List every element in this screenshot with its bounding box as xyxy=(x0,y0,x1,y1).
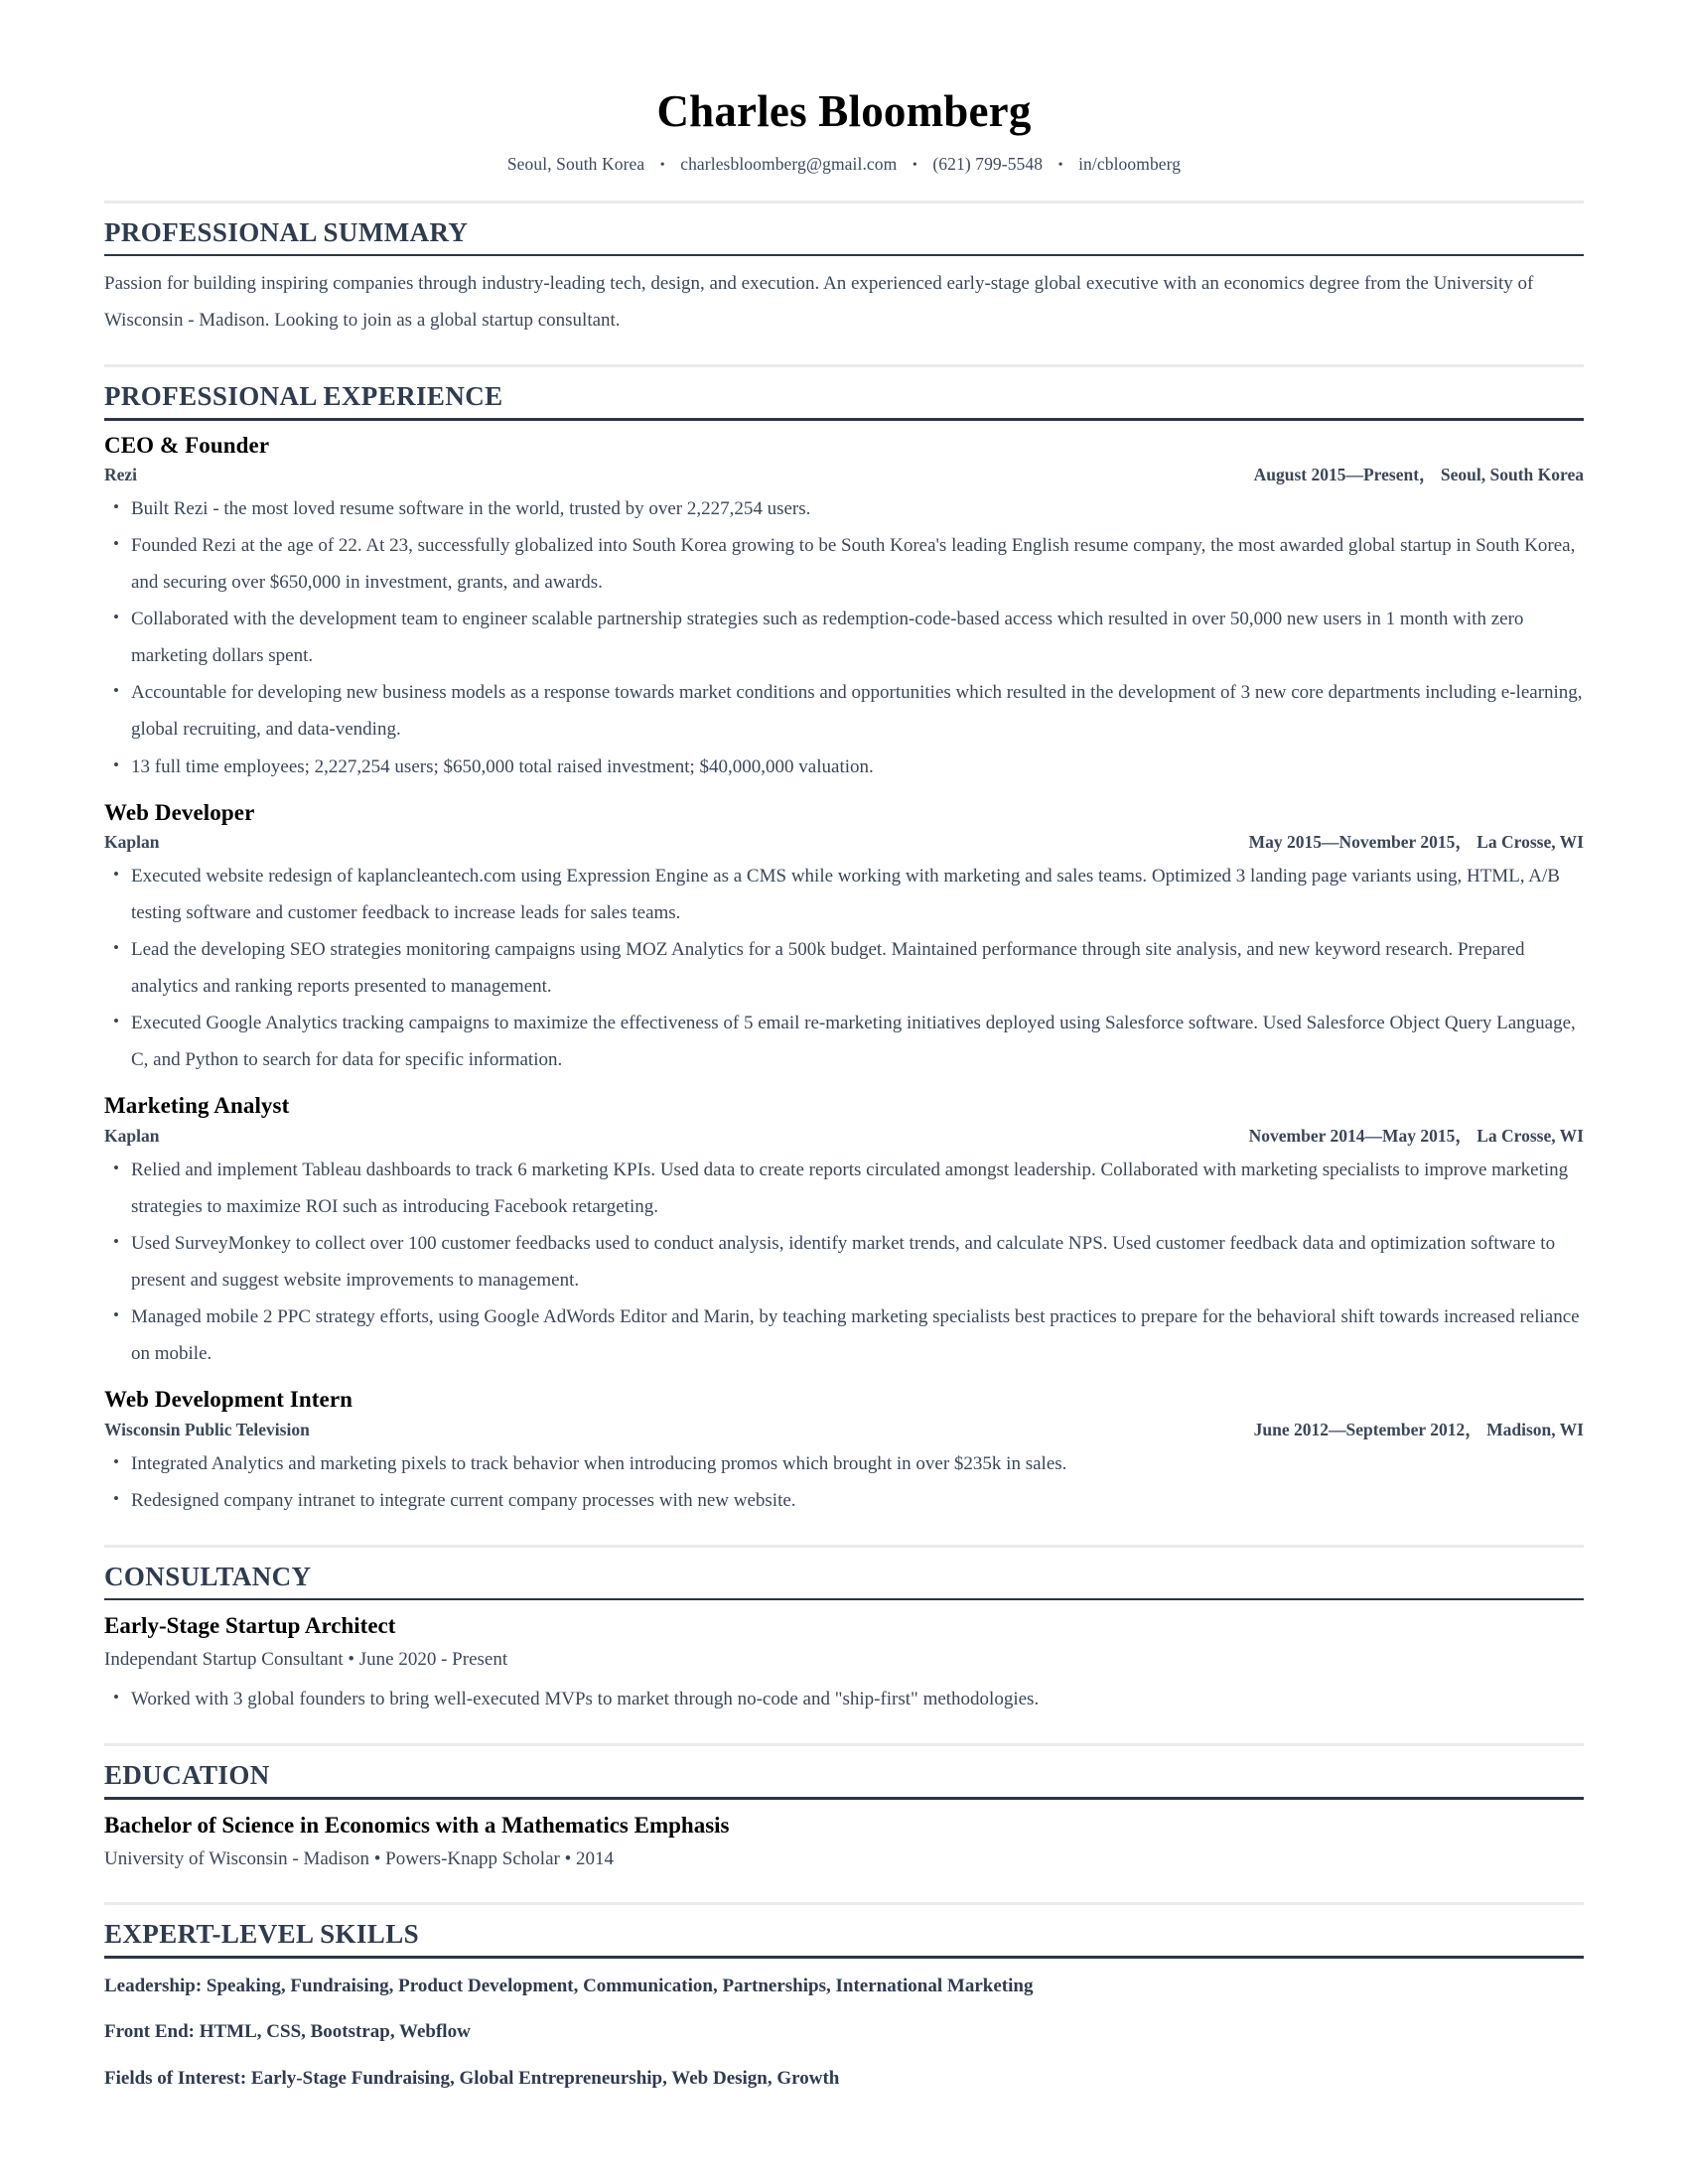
section-professional-experience xyxy=(104,364,1584,1519)
degree-title: Bachelor of Science in Economics with a Mathematics Emphasis xyxy=(104,1812,730,1838)
education-subtitle: University of Wisconsin - Madison • Powers-Knapp Scholar • 2014 xyxy=(104,1847,614,1869)
contact-email[interactable]: charlesbloomberg@gmail.com xyxy=(680,153,898,174)
job-title: Web Developer xyxy=(104,799,255,825)
job-bullet: • Used SurveyMonkey to collect over 100 customer feedbacks used to conduct analysis, identify market trends, and calculate NPS. Used customer feedback data and optimization software to present and suggest website improvements to management. xyxy=(104,1225,1584,1298)
job-company: Kaplan xyxy=(104,1126,160,1147)
contact-phone: (621) 799-5548 xyxy=(932,153,1044,174)
contact-line xyxy=(104,154,1584,175)
job-dates-location: August 2015—Present， Seoul, South Korea xyxy=(1253,465,1584,485)
bullet-separator-icon: • xyxy=(912,157,917,173)
job-meta xyxy=(104,1419,1584,1441)
job-bullet: • Managed mobile 2 PPC strategy efforts, using Google AdWords Editor and Marin, by teaching marketing specialists best practices to prepare for the behavioral shift towards increased reliance on mobile. xyxy=(104,1298,1584,1372)
consultancy-bullet-list xyxy=(104,1681,1584,1717)
section-professional-summary xyxy=(104,201,1584,340)
job-dates-location: May 2015—November 2015， La Crosse, WI xyxy=(1248,832,1584,853)
job-bullet: • Built Rezi - the most loved resume software in the world, trusted by over 2,227,254 users. xyxy=(104,490,1584,527)
resume-header xyxy=(104,0,1584,175)
job-bullet: • Lead the developing SEO strategies monitoring campaigns using MOZ Analytics for a 500k budget. Maintained performance through site analysis, and new keyword research. Prepared analytics and ranking reports presented to management. xyxy=(104,931,1584,1005)
consultancy-subtitle: Independant Startup Consultant • June 2020 - Present xyxy=(104,1649,508,1671)
experience-item xyxy=(104,799,1584,1079)
section-heading-consultancy: CONSULTANCY xyxy=(104,1561,312,1591)
summary-text: Passion for building inspiring companies through industry-leading tech, design, and execution. An experienced early-stage global executive with an economics degree from the University of Wisconsin - Madison. Looking to join as a global startup consultant. xyxy=(104,273,1534,332)
job-bullet-list xyxy=(104,858,1584,1078)
skill-line-front-end: Front End: HTML, CSS, Bootstrap, Webflow xyxy=(104,2021,471,2043)
job-company: Kaplan xyxy=(104,832,160,853)
job-dates-location: November 2014—May 2015， La Crosse, WI xyxy=(1248,1126,1584,1147)
bullet-separator-icon: • xyxy=(659,157,665,173)
job-bullet: • Integrated Analytics and marketing pixels to track behavior when introducing promos which brought in over $235k in sales. xyxy=(104,1445,1584,1482)
section-education xyxy=(104,1743,1584,1876)
job-bullet-list xyxy=(104,490,1584,784)
experience-item xyxy=(104,1092,1584,1372)
job-company: Wisconsin Public Television xyxy=(104,1419,310,1439)
candidate-name: Charles Bloomberg xyxy=(656,86,1032,136)
contact-linkedin[interactable]: in/cbloomberg xyxy=(1078,153,1182,174)
section-heading-skills: EXPERT-LEVEL SKILLS xyxy=(104,1919,420,1950)
job-company: Rezi xyxy=(104,465,138,485)
section-expert-level-skills xyxy=(104,1902,1584,2092)
job-bullet-list xyxy=(104,1445,1584,1519)
education-item xyxy=(104,1811,1584,1876)
job-bullet: • Relied and implement Tableau dashboards to track 6 marketing KPIs. Used data to create reports circulated amongst leadership. Collaborated with marketing specialists to improve marketing strategies to maximize ROI such as introducing Facebook retargeting. xyxy=(104,1152,1584,1225)
job-bullet: • Executed Google Analytics tracking campaigns to maximize the effectiveness of 5 email re-marketing initiatives deployed using Salesforce software. Used Salesforce Object Query Language, C, and Python to search for data for specific information. xyxy=(104,1005,1584,1078)
summary-body xyxy=(104,256,1584,339)
job-bullet: • Executed website redesign of kaplancleantech.com using Expression Engine as a CMS while working with marketing and sales teams. Optimized 3 landing page variants using, HTML, A/B testing software and customer feedback to increase leads for sales teams. xyxy=(104,858,1584,931)
skills-list xyxy=(104,1959,1584,2093)
experience-list xyxy=(104,421,1584,1519)
job-bullet: • Founded Rezi at the age of 22. At 23, successfully globalized into South Korea growing to be South Korea's leading English resume company, the most awarded global startup in South Korea, and securing over $650,000 in investment, grants, and awards. xyxy=(104,527,1584,601)
job-bullet: • Collaborated with the development team to engineer scalable partnership strategies such as redemption-code-based access which resulted in over 50,000 new users in 1 month with zero marketing dollars spent. xyxy=(104,601,1584,674)
experience-item xyxy=(104,432,1584,785)
consultancy-title: Early-Stage Startup Architect xyxy=(104,1613,396,1639)
consultancy-list xyxy=(104,1600,1584,1717)
section-consultancy xyxy=(104,1545,1584,1718)
consultancy-item xyxy=(104,1611,1584,1717)
job-meta xyxy=(104,831,1584,854)
job-title: Marketing Analyst xyxy=(104,1093,290,1119)
job-meta xyxy=(104,464,1584,486)
section-heading-summary: PROFESSIONAL SUMMARY xyxy=(104,216,469,247)
section-heading-experience: PROFESSIONAL EXPERIENCE xyxy=(104,381,503,412)
section-heading-education: EDUCATION xyxy=(104,1760,270,1791)
consultancy-bullet: • Worked with 3 global founders to bring well-executed MVPs to market through no-code and "ship-first" methodologies. xyxy=(104,1681,1584,1717)
skill-line-fields-of-interest: Fields of Interest: Early-Stage Fundraising, Global Entrepreneurship, Web Design, Growth xyxy=(104,2067,840,2089)
skill-line-leadership: Leadership: Speaking, Fundraising, Product Development, Communication, Partnerships, International Marketing xyxy=(104,1975,1034,1996)
job-dates-location: June 2012—September 2012， Madison, WI xyxy=(1253,1419,1584,1439)
job-bullet: • Redesigned company intranet to integrate current company processes with new website. xyxy=(104,1482,1584,1519)
contact-location: Seoul, South Korea xyxy=(506,153,645,174)
experience-item xyxy=(104,1386,1584,1519)
job-bullet-list xyxy=(104,1152,1584,1372)
bullet-separator-icon: • xyxy=(1057,157,1063,173)
job-meta xyxy=(104,1125,1584,1148)
education-list xyxy=(104,1800,1584,1876)
job-title: CEO & Founder xyxy=(104,432,270,458)
job-title: Web Development Intern xyxy=(104,1387,353,1413)
job-bullet: • 13 full time employees; 2,227,254 users; $650,000 total raised investment; $40,000,000 valuation. xyxy=(104,749,1584,785)
job-bullet: • Accountable for developing new business models as a response towards market conditions and opportunities which resulted in the development of 3 new core departments including e-learning, global recruiting, and data-vending. xyxy=(104,674,1584,748)
